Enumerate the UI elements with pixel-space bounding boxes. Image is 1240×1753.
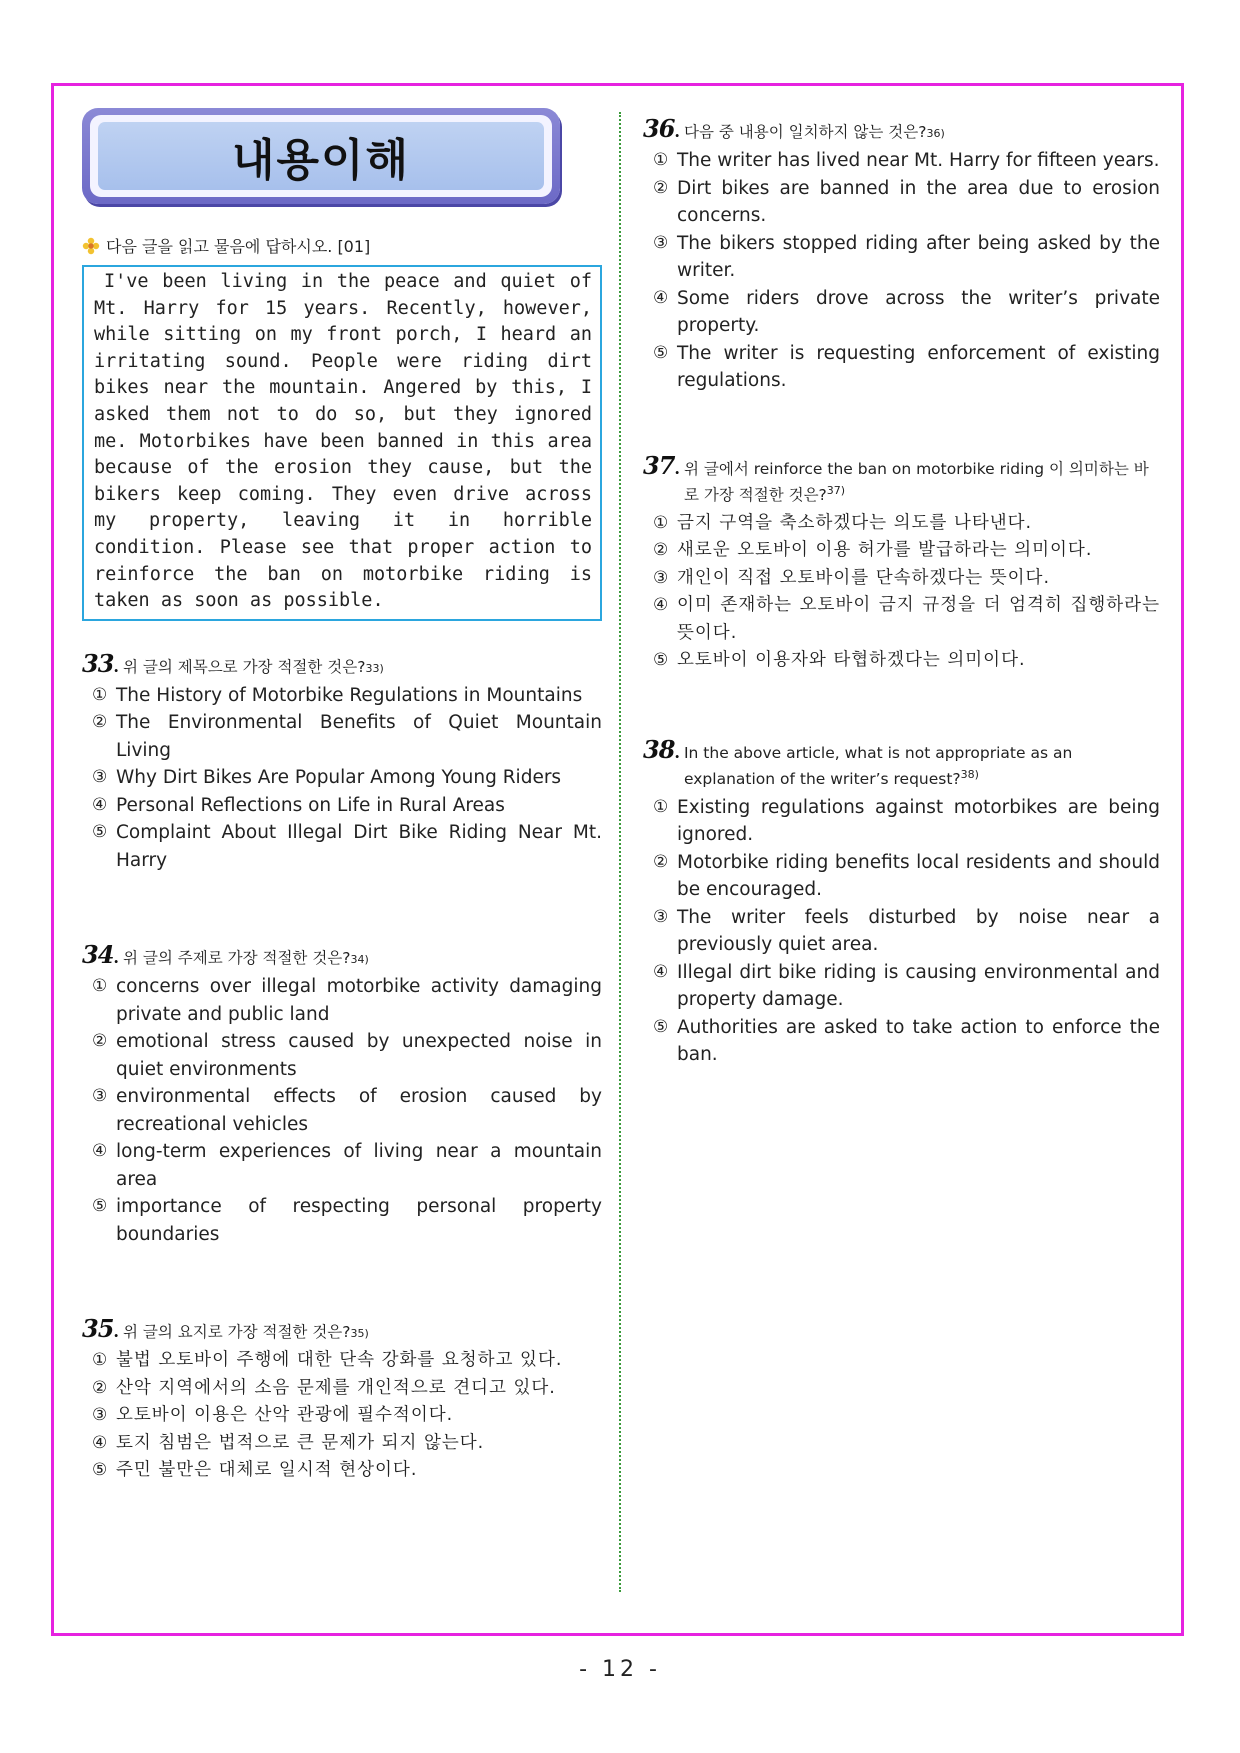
passage-text: I've been living in the peace and quiet of Mt. Harry for 15 years. Recently, however, while sitting on my front porch, I heard an irritating sound. People were riding dirt bikes near the mountain. Angered by this, I asked them not to do so, but they ignored me. Motorbikes have been banned in this area because of the erosion they cause, but the bikers keep coming. They even drive across my property, leaving it in horrible condition. Please see that proper action to reinforce the ban on motorbike riding is taken as soon as possible. — [94, 271, 592, 612]
option-3[interactable]: ③ Why Dirt Bikes Are Popular Among Young Riders — [92, 767, 562, 789]
option-3[interactable]: ③ 오토바이 이용은 산악 관광에 필수적이다. — [92, 1405, 454, 1426]
flower-icon — [82, 237, 100, 255]
title-box — [82, 108, 560, 204]
instruction — [82, 234, 602, 257]
section-title: 내용이해 — [231, 135, 410, 186]
option-2[interactable]: ② Dirt bikes are banned in the area due to erosion concerns. — [653, 177, 1160, 226]
column-divider — [619, 112, 621, 1592]
question-number: 38 . — [643, 735, 679, 764]
option-3[interactable]: ③ environmental effects of erosion caused by recreational vehicles — [92, 1086, 602, 1135]
question-number: 35 . — [82, 1314, 118, 1343]
option-4[interactable]: ④ Personal Reflections on Life in Rural Areas — [92, 794, 505, 816]
question-text: 위 글에서 reinforce the ban on motorbike riding 이 의미하는 바로 가장 적절한 것은? — [683, 459, 1149, 504]
question-number: 33 . — [82, 649, 118, 678]
question-text: 위 글의 요지로 가장 적절한 것은? — [122, 1323, 351, 1342]
question-ref: 34) — [350, 953, 369, 967]
question-text: 다음 중 내용이 일치하지 않는 것은? — [683, 123, 927, 141]
option-3[interactable]: ③ The writer feels disturbed by noise near a previously quiet area. — [653, 906, 1160, 956]
option-1[interactable]: ① The writer has lived near Mt. Harry for fifteen years. — [653, 150, 1160, 171]
option-2[interactable]: ② 새로운 오토바이 이용 허가를 발급하라는 의미이다. — [653, 540, 1093, 561]
option-3[interactable]: ③ 개인이 직접 오토바이를 단속하겠다는 뜻이다. — [653, 567, 1051, 588]
question-text: In the above article, what is not appropriate as an explanation of the writer’s request? — [683, 743, 1073, 788]
option-4[interactable]: ④ 이미 존재하는 오토바이 금지 규정을 더 엄격히 집행하라는 뜻이다. — [653, 595, 1160, 643]
option-2[interactable]: ② 산악 지역에서의 소음 문제를 개인적으로 견디고 있다. — [92, 1377, 556, 1398]
option-2[interactable]: ② The Environmental Benefits of Quiet Mountain Living — [92, 712, 602, 761]
question-36 — [643, 114, 1160, 395]
question-ref: 33) — [365, 661, 384, 675]
option-5[interactable]: ⑤ 오토바이 이용자와 타협하겠다는 의미이다. — [653, 650, 1026, 671]
option-3[interactable]: ③ The bikers stopped riding after being asked by the writer. — [653, 232, 1160, 281]
question-number: 34 . — [82, 940, 118, 969]
question-text: 위 글의 주제로 가장 적절한 것은? — [122, 949, 351, 968]
option-1[interactable]: ① The History of Motorbike Regulations in Mountains — [92, 684, 583, 706]
question-ref: 37) — [826, 483, 846, 497]
passage-box — [82, 265, 602, 621]
option-4[interactable]: ④ 토지 침범은 법적으로 큰 문제가 되지 않는다. — [92, 1432, 485, 1453]
option-1[interactable]: ① 금지 구역을 축소하겠다는 의도를 나타낸다. — [653, 512, 1033, 533]
option-2[interactable]: ② Motorbike riding benefits local residents and should be encouraged. — [653, 851, 1160, 901]
option-4[interactable]: ④ Some riders drove across the writer’s private property. — [653, 287, 1160, 336]
option-2[interactable]: ② emotional stress caused by unexpected noise in quiet environments — [92, 1031, 602, 1080]
question-35 — [82, 1314, 602, 1485]
option-5[interactable]: ⑤ The writer is requesting enforcement of existing regulations. — [653, 342, 1160, 391]
question-33 — [82, 649, 602, 875]
option-4[interactable]: ④ Illegal dirt bike riding is causing environmental and property damage. — [653, 961, 1160, 1011]
option-5[interactable]: ⑤ importance of respecting personal property boundaries — [92, 1196, 602, 1245]
question-38 — [643, 735, 1160, 1069]
option-1[interactable]: ① 불법 오토바이 주행에 대한 단속 강화를 요청하고 있다. — [92, 1350, 563, 1371]
question-ref: 35) — [350, 1327, 369, 1341]
option-4[interactable]: ④ long-term experiences of living near a mountain area — [92, 1141, 602, 1190]
option-1[interactable]: ① Existing regulations against motorbikes are being ignored. — [653, 796, 1160, 846]
page-number: - 12 - — [579, 1657, 661, 1682]
option-5[interactable]: ⑤ Authorities are asked to take action to enforce the ban. — [653, 1016, 1160, 1066]
question-37 — [643, 451, 1160, 675]
question-ref: 38) — [960, 767, 979, 781]
option-5[interactable]: ⑤ Complaint About Illegal Dirt Bike Riding Near Mt. Harry — [92, 822, 602, 871]
left-column — [82, 108, 602, 1485]
question-ref: 36) — [926, 127, 945, 140]
question-34 — [82, 940, 602, 1248]
question-number: 37 . — [643, 451, 679, 480]
option-1[interactable]: ① concerns over illegal motorbike activity damaging private and public land — [92, 976, 602, 1025]
question-text: 위 글의 제목으로 가장 적절한 것은? — [122, 657, 366, 676]
instruction-text: 다음 글을 읽고 물음에 답하시오. [01] — [106, 237, 371, 256]
option-5[interactable]: ⑤ 주민 불만은 대체로 일시적 현상이다. — [92, 1460, 418, 1481]
right-column — [643, 108, 1160, 1069]
question-number: 36 . — [643, 114, 679, 143]
